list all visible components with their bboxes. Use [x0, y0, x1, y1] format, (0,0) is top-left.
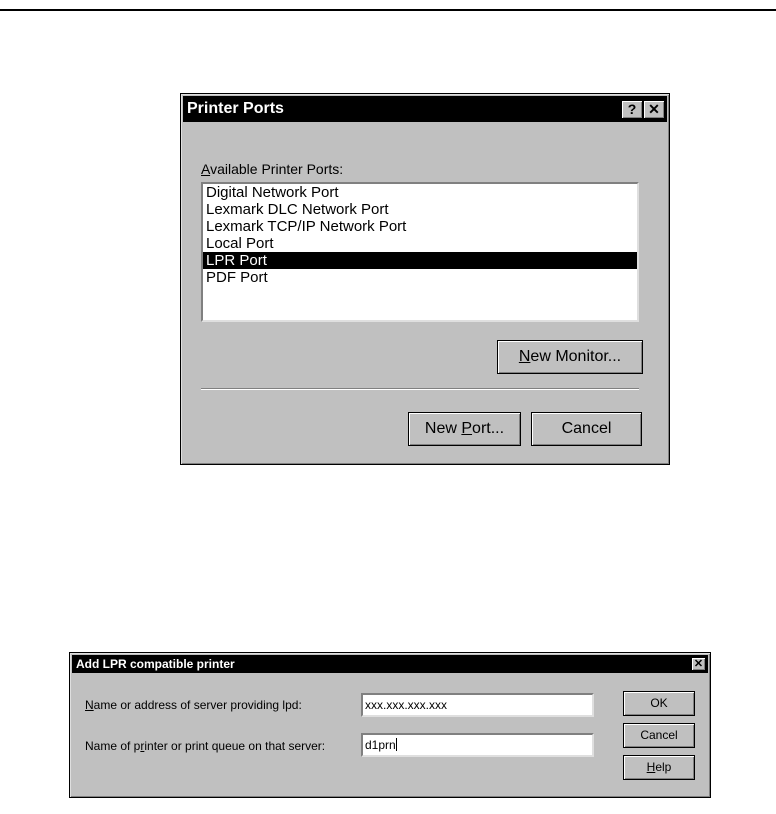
cancel-button[interactable]: Cancel: [623, 723, 695, 748]
server-address-input[interactable]: xxx.xxx.xxx.xxx: [361, 693, 594, 717]
queue-name-input[interactable]: d1prn: [361, 733, 594, 757]
ok-button[interactable]: OK: [623, 691, 695, 716]
queue-name-label: Name of printer or print queue on that server:: [85, 739, 326, 753]
port-list-item[interactable]: Lexmark DLC Network Port: [206, 201, 389, 218]
port-list-item[interactable]: Lexmark TCP/IP Network Port: [206, 218, 407, 235]
cancel-button[interactable]: Cancel: [531, 412, 642, 446]
close-icon[interactable]: ✕: [643, 100, 665, 119]
text-caret: [396, 738, 397, 751]
port-list-item[interactable]: Digital Network Port: [206, 184, 339, 201]
port-list-item[interactable]: PDF Port: [206, 269, 268, 286]
dialog-title: Printer Ports: [187, 100, 284, 117]
separator: [201, 388, 639, 390]
close-icon[interactable]: ✕: [691, 657, 706, 671]
port-list-item[interactable]: LPR Port: [203, 252, 637, 269]
dialog-title: Add LPR compatible printer: [76, 657, 235, 671]
port-list-item[interactable]: Local Port: [206, 235, 274, 252]
available-ports-label: Available Printer Ports:: [201, 161, 344, 177]
new-port-button[interactable]: New Port...: [408, 412, 521, 446]
new-monitor-button[interactable]: New Monitor...: [497, 340, 643, 374]
help-button[interactable]: Help: [623, 755, 695, 780]
ports-listbox[interactable]: [201, 182, 639, 322]
title-bar: [183, 96, 667, 122]
title-bar: [72, 655, 708, 673]
add-lpr-printer-dialog: [69, 652, 711, 798]
help-icon[interactable]: ?: [621, 100, 643, 119]
top-rule: [0, 9, 776, 11]
server-address-label: Name or address of server providing lpd:: [85, 698, 302, 712]
printer-ports-dialog: [180, 93, 670, 465]
